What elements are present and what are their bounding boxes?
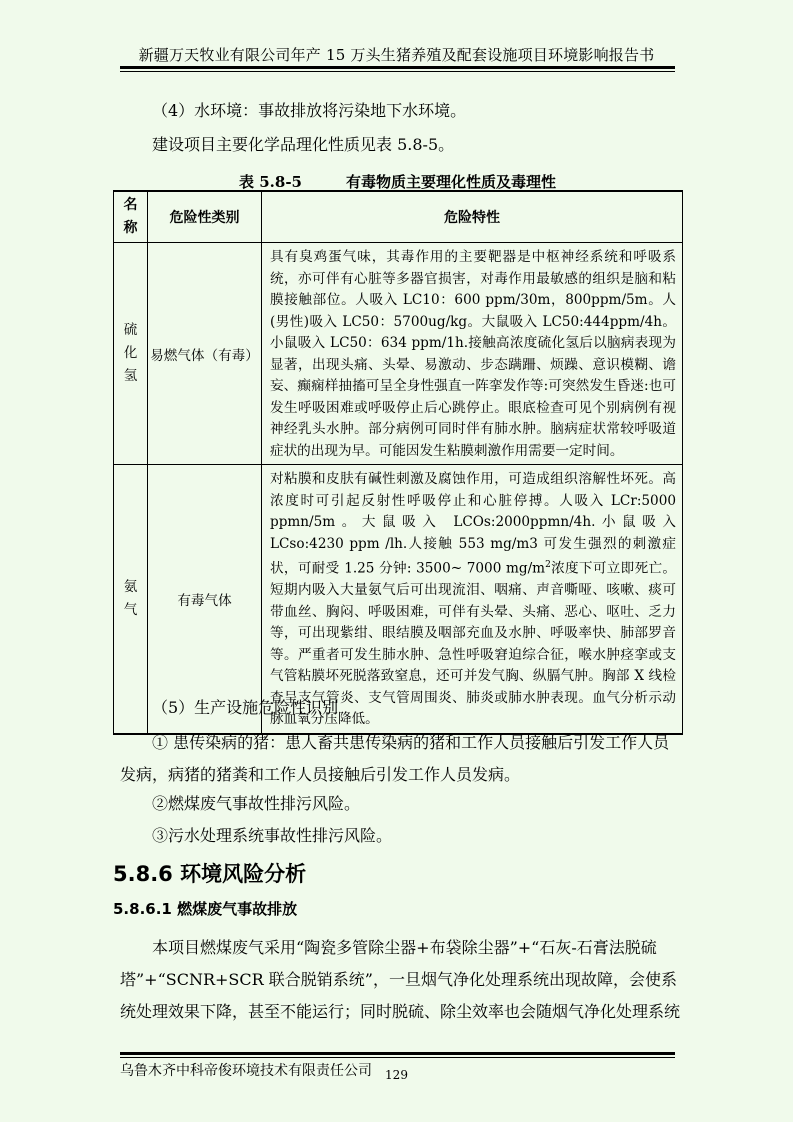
row-property-nh3: 对粘膜和皮肤有碱性刺激及腐蚀作用，可造成组织溶解性坏死。高浓度时可引起反射性呼吸停止和心脏停搏。人吸入 LCr:5000 ppmn/5m。大鼠吸入 LCOs:2000ppmn/4h.小鼠吸入 LCso:4230 ppm /lh.人接触 553 mg/m3 可发生强烈的刺激症状，可耐受 1.25 分钟: 3500~ 7000 $mg/m^2$浓度下可立即死亡。短期内吸入大量氨气后可出现流泪、咽痛、声音嘶哑、咳嗽、痰可带血丝、胸闷、呼吸困难，可伴有头晕、头痛、恶心、呕吐、乏力等，可出现紫绀、眼结膜及咽部充血及水肿、呼吸率快、肺部罗音等。严重者可发生肺水肿、急性呼吸窘迫综合征，喉水肿痉挛或支气管粘膜坏死脱落致窒息，还可并发气胸、纵膈气肿。胸部 X 线检查呈支气管炎、支气管周围炎、肺炎或肺水肿表现。血气分析示动脉血氧分压降低。 [262,465,683,734]
footer-rule [120,1052,675,1055]
row-category-h2s: 易燃气体（有毒） [148,243,262,465]
table-caption-number: 表 5.8-5 [239,173,302,191]
section5-item3: ③污水处理系统事故性排污风险。 [152,826,393,845]
row-name-nh3: 氨气 [114,465,148,734]
row-category-nh3: 有毒气体 [148,465,262,734]
header-rule-thin [120,71,675,72]
table-reference-paragraph: 建设项目主要化学品理化性质见表 5.8-5。 [152,135,455,154]
row-property-h2s: 具有臭鸡蛋气味，其毒作用的主要靶器是中枢神经系统和呼吸系统，亦可伴有心脏等多器官损害，对毒作用最敏感的组织是脑和粘膜接触部位。人吸入 LC10：600 ppm/30m，800ppm/5m。人(男性)吸入 LC50：5700ug/kg。大鼠吸入 LC50:444ppm/4h。小鼠吸入 LC50：634 ppm/1h.接触高浓度硫化氢后以脑病表现为显著，出现头痛、头晕、易激动、步态蹒跚、烦躁、意识模糊、谵妄、癫痫样抽搐可呈全身性强直一阵挛发作等:可突然发生昏迷:也可发生呼吸困难或呼吸停止后心跳停止。眼底检查可见个别病例有视神经乳头水肿。部分病例可同时伴有肺水肿。脑病症状常较呼吸道症状的出现为早。可能因发生粘膜刺激作用需要一定时间。 [262,243,683,465]
header-name: 名称 [114,191,148,243]
table-caption [120,171,675,192]
section-heading-5-8-6-1: 5.8.6.1 燃煤废气事故排放 [113,900,298,918]
footer-company: 乌鲁木齐中科帝俊环境技术有限责任公司 [120,1063,372,1079]
hazard-table [113,190,683,735]
table-header-row [114,191,683,243]
report-header: 新疆万天牧业有限公司年产 15 万头生猪养殖及配套设施项目环境影响报告书 [138,46,655,64]
table-caption-title: 有毒物质主要理化性质及毒理性 [345,173,556,191]
row-name-h2s: 硫化氢 [114,243,148,465]
section-heading-5-8-6: 5.8.6 环境风险分析 [113,862,307,886]
paragraph-coal-exhaust: 本项目燃煤废气采用“陶瓷多管除尘器+布袋除尘器”+“石灰-石膏法脱硫塔”+“SCNR+SCR 联合脱销系统”，一旦烟气净化处理系统出现故障，会使系统处理效果下降，甚至不能运行；同时脱硫、除尘效率也会随烟气净化处理系统 [120,938,681,1021]
section5-item1: ① 患传染病的猪：患人畜共患传染病的猪和工作人员接触后引发工作人员发病，病猪的猪粪和工作人员接触后引发工作人员发病。 [120,733,670,784]
header-category: 危险性类别 [148,191,262,243]
table-row [114,465,683,734]
table-row [114,243,683,465]
section5-item2: ②燃煤废气事故性排污风险。 [152,794,361,813]
header-property: 危险特性 [262,191,683,243]
footer-rule-thin [120,1057,675,1058]
page-number: 129 [385,1068,408,1082]
item-water-environment: （4）水环境：事故排放将污染地下水环境。 [152,101,467,120]
header-rule [120,66,675,69]
section5-title: （5）生产设施危险性识别 [152,698,339,717]
